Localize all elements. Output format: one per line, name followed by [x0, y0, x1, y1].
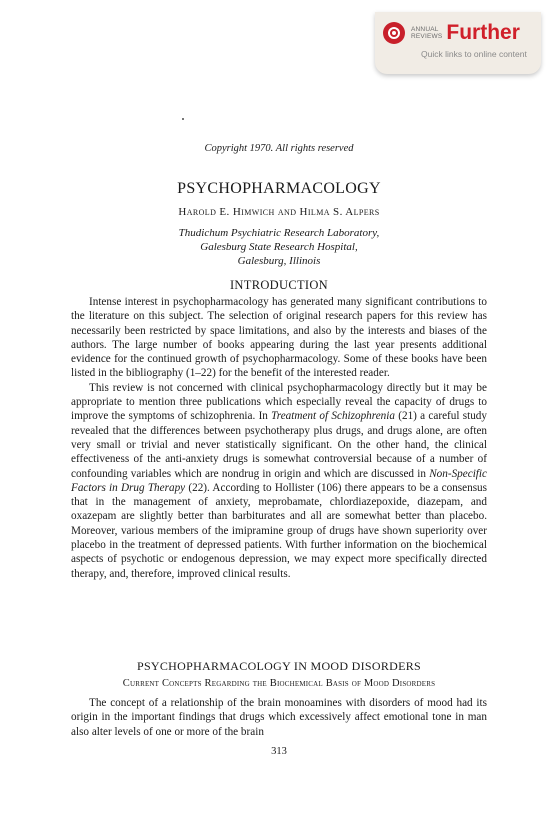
badge-further: Further — [446, 21, 520, 44]
annual-reviews-logo-icon — [383, 22, 405, 44]
intro-p2-text-c: (22). According to Hollister (106) there appears to be a consensus that in the management of anxiety, meprobamate, chlordiazepoxide, diazepam, and oxazepam are slightly better than barbiturates and all are somewhat better than placebo. Moreover, various members of the imipramine group of drugs have shown superiority over placebo in the treatment of depressed patients. With further information on the biochemical aspects of psychotic or endogenous depression, we may expect more specifically directed therapy, and, therefore, improved clinical results. — [71, 481, 487, 580]
intro-paragraph-2 — [71, 381, 487, 581]
article-authors: Harold E. Himwich and Hilma S. Alpers — [178, 206, 380, 218]
affiliation-line-2: Galesburg State Research Hospital, — [200, 241, 358, 253]
introduction-body — [71, 295, 487, 581]
annual-reviews-further-badge[interactable] — [375, 12, 541, 74]
intro-paragraph-1: Intense interest in psychopharmacology has generated many significant contributions to the literature on this subject. The selection of original research papers for this review has necessarily been restricted by space limitations, and also by the interests and biases of the authors. The large number of books appearing during the last year presents additional evidence for the continued growth of psychopharmacology. Some of these books have been listed in the bibliography (1–22) for the benefit of the interested reader. — [71, 296, 487, 380]
mood-disorders-heading: PSYCHOPHARMACOLOGY IN MOOD DISORDERS — [136, 659, 422, 673]
affiliation-line-1: Thudichum Psychiatric Research Laboratory, — [178, 227, 380, 239]
mood-disorders-subheading: Current Concepts Regarding the Biochemical Basis of Mood Disorders — [122, 678, 436, 689]
page-number: 313 — [271, 746, 287, 757]
page-speck — [182, 118, 184, 120]
book-title-non-specific-factors: Non-Specific Factors in Drug Therapy — [71, 467, 487, 494]
mood-disorders-body — [71, 696, 487, 739]
intro-p2-text-b: (21) a careful study revealed that the differences between psychotherapy plus drugs, and drugs alone, are often very small or trivial and never statistically significant. On the other hand, the clinical effectiveness of the anti-anxiety drugs is somewhat controversial because of a number of confounding variables which are nondrug in origin and which are discussed in — [71, 410, 487, 480]
further-badge-header — [383, 22, 541, 44]
badge-annual: ANNUAL — [411, 26, 439, 33]
book-title-treatment-of-schizophrenia: Treatment of Schizophrenia — [271, 410, 395, 423]
article-title: PSYCHOPHARMACOLOGY — [177, 180, 381, 197]
introduction-heading: INTRODUCTION — [229, 278, 329, 292]
badge-reviews: REVIEWS — [411, 33, 443, 40]
affiliation-line-3: Galesburg, Illinois — [237, 255, 321, 267]
badge-subtitle: Quick links to online content — [421, 49, 527, 59]
author-affiliation — [71, 226, 487, 268]
intro-p2-text-a: This review is not concerned with clinical psychopharmacology directly but it may be appropriate to mention three publications which especially reveal the capacity of drugs to improve the symptoms of schizophrenia. In — [71, 381, 487, 423]
copyright-notice: Copyright 1970. All rights reserved — [204, 143, 354, 154]
annual-reviews-wordmark — [411, 26, 442, 40]
mood-paragraph-1: The concept of a relationship of the brain monoamines with disorders of mood had its origin in the important findings that drugs which excessively affect emotional tone in man also alter levels of one or more of the brain — [71, 697, 487, 738]
